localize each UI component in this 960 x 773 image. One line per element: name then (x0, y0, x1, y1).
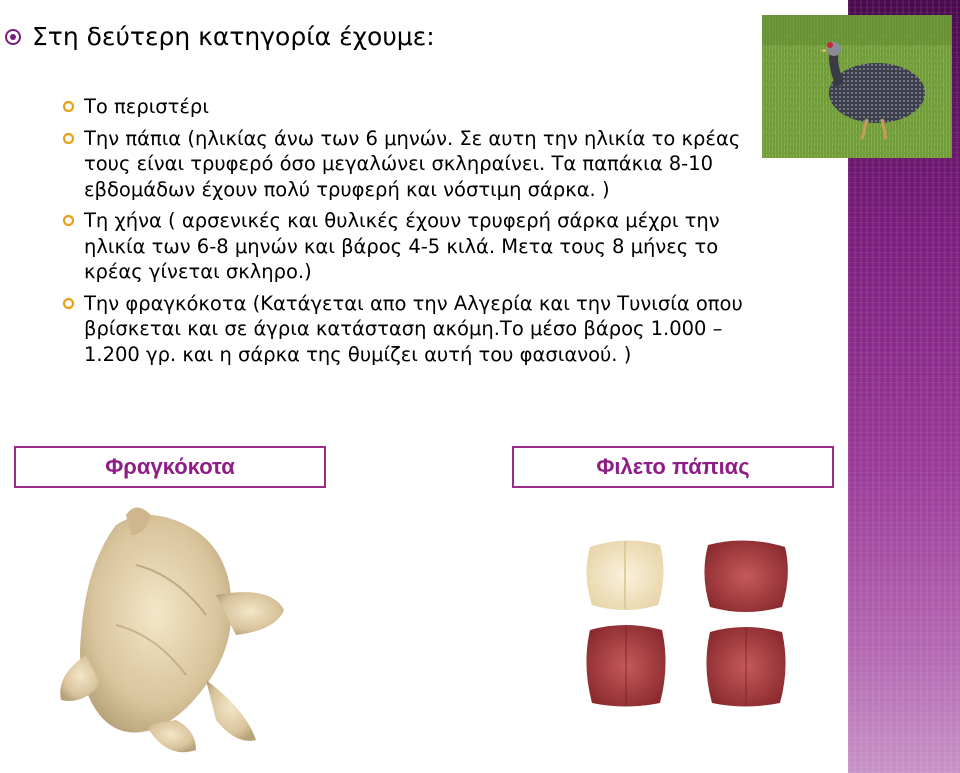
caption-duck-fillet: Φιλετο πάπιας (512, 446, 834, 488)
ring-bullet-icon (62, 132, 75, 145)
list-item (62, 291, 762, 368)
title-row (4, 22, 435, 51)
list-item (62, 126, 762, 203)
guinea-fowl-photo (762, 15, 952, 158)
ring-bullet-icon (62, 214, 75, 227)
list-item-text: Το περιστέρι (84, 95, 209, 118)
duck-fillet-photo (580, 535, 800, 710)
page-title: Στη δεύτερη κατηγορία έχουμε: (32, 22, 435, 51)
list-item-text: Την πάπια (ηλικίας άνω των 6 μηνών. Σε αυτη την ηλικία το κρέας τους είναι τρυφερό όσο μεγαλώνει σκληραίνει. Τα παπάκια 8-10 εβδομάδων έχουν πολύ τρυφερή και νόστιμη σάρκα. ) (84, 126, 741, 201)
list-item-text: Τη χήνα ( αρσενικές και θυλικές έχουν τρυφερή σάρκα μέχρι την ηλικία των 6-8 μηνών και βάρος 4-5 κιλά. Μετα τους 8 μήνες το κρέας γίνεται σκληρο.) (84, 209, 720, 283)
ring-bullet-icon (62, 297, 75, 310)
circle-target-icon (4, 28, 22, 46)
ring-bullet-icon (62, 100, 75, 113)
caption-guinea-fowl: Φραγκόκοτα (14, 446, 326, 488)
list-item-text: Την φραγκόκοτα (Κατάγεται απο την Αλγερία και την Τυνισία οπου βρίσκεται και σε άγρια κατάσταση ακόμη.Το μέσο βάρος 1.000 – 1.200 γρ. και η σάρκα της θυμίζει αυτή του φασιανού. ) (84, 291, 743, 366)
list-item (62, 208, 762, 285)
bullet-list (62, 94, 762, 373)
plucked-guinea-fowl-photo (56, 505, 296, 765)
list-item (62, 94, 762, 120)
